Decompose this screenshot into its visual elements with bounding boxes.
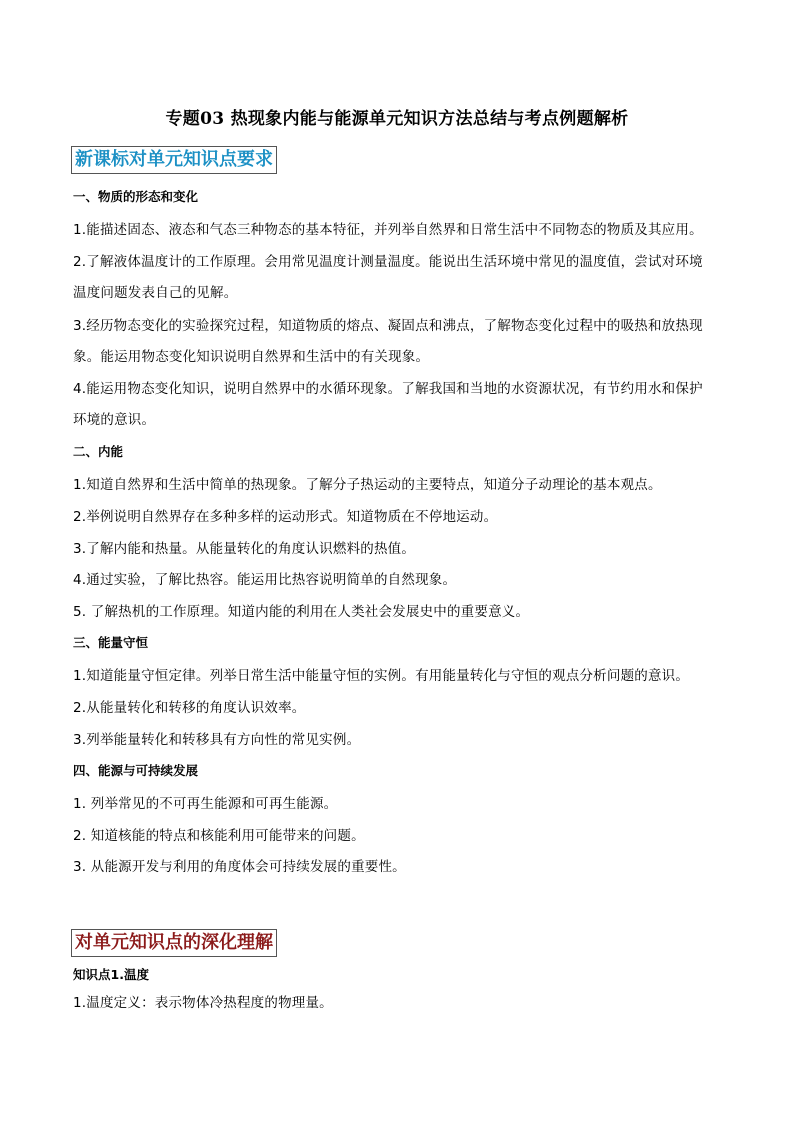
group-title-sustainability: 四、能源与可持续发展 [73, 763, 199, 778]
text-line: 3.经历物态变化的实验探究过程，知道物质的熔点、凝固点和沸点，了解物态变化过程中的吸热和放热现 [73, 318, 703, 334]
text-line: 1.能描述固态、液态和气态三种物态的基本特征，并列举自然界和日常生活中不同物态的物质及其应用。 [73, 222, 703, 238]
page-title: 专题03 热现象内能与能源单元知识方法总结与考点例题解析 [165, 109, 629, 129]
group-title-energy-conservation: 三、能量守恒 [73, 635, 149, 650]
text-line: 3.列举能量转化和转移具有方向性的常见实例。 [73, 732, 361, 748]
text-line: 温度问题发表自己的见解。 [73, 285, 238, 301]
text-line: 4.通过实验，了解比热容。能运用比热容说明简单的自然现象。 [73, 572, 457, 588]
group-title-internal-energy: 二、内能 [73, 444, 124, 459]
text-line: 1.知道自然界和生活中简单的热现象。了解分子热运动的主要特点，知道分子动理论的基本观点。 [73, 477, 662, 493]
text-line: 2.举例说明自然界存在多种多样的运动形式。知道物质在不停地运动。 [73, 509, 498, 525]
text-line: 3.了解内能和热量。从能量转化的角度认识燃料的热值。 [73, 541, 416, 557]
text-line: 5. 了解热机的工作原理。知道内能的利用在人类社会发展史中的重要意义。 [73, 604, 530, 620]
text-line: 1.知道能量守恒定律。列举日常生活中能量守恒的实例。有用能量转化与守恒的观点分析问题的意识。 [73, 668, 690, 684]
text-line: 象。能运用物态变化知识说明自然界和生活中的有关现象。 [73, 349, 430, 365]
text-line: 1. 列举常见的不可再生能源和可再生能源。 [73, 796, 338, 812]
group-title-matter: 一、物质的形态和变化 [73, 189, 199, 204]
text-line: 2.从能量转化和转移的角度认识效率。 [73, 700, 306, 716]
text-line: 4.能运用物态变化知识，说明自然界中的水循环现象。了解我国和当地的水资源状况，有节约用水和保护 [73, 381, 703, 397]
text-line: 1.温度定义：表示物体冷热程度的物理量。 [73, 995, 333, 1011]
knowledge-point-title: 知识点1.温度 [73, 967, 149, 982]
section-heading-requirements: 新课标对单元知识点要求 [71, 146, 277, 174]
section-heading-understanding: 对单元知识点的深化理解 [71, 929, 277, 957]
text-line: 2.了解液体温度计的工作原理。会用常见温度计测量温度。能说出生活环境中常见的温度值，尝试对环境 [73, 254, 703, 270]
text-line: 环境的意识。 [73, 412, 156, 428]
text-line: 3. 从能源开发与利用的角度体会可持续发展的重要性。 [73, 859, 406, 875]
text-line: 2. 知道核能的特点和核能利用可能带来的问题。 [73, 828, 365, 844]
